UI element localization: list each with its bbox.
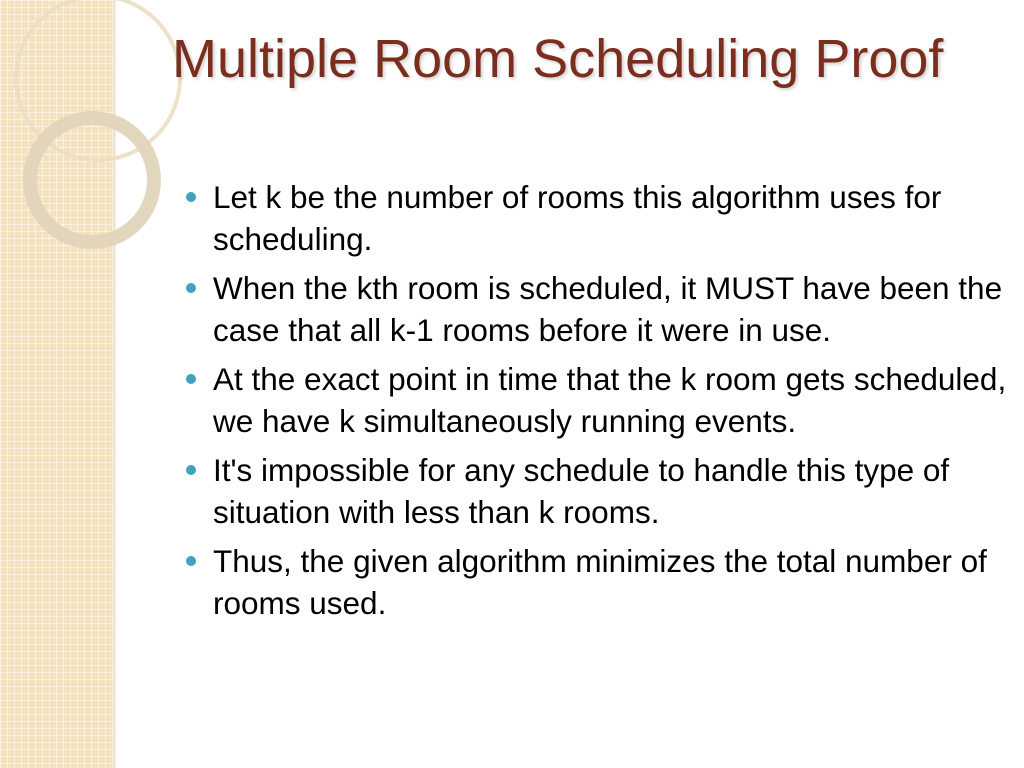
- bullet-dot-icon: [186, 283, 196, 293]
- bullet-item: [186, 358, 1016, 442]
- bullet-text: Let k be the number of rooms this algorithm uses for scheduling.: [213, 179, 942, 257]
- bullet-dot-icon: [186, 374, 196, 384]
- bullet-item: [186, 540, 1016, 624]
- bullet-item: [186, 176, 1016, 260]
- decorative-rings: [0, 0, 180, 260]
- slide-title: Multiple Room Scheduling Proof: [172, 29, 944, 89]
- bullet-text: Thus, the given algorithm minimizes the total number of rooms used.: [213, 543, 987, 621]
- bullet-dot-icon: [186, 192, 196, 202]
- bullet-item: [186, 449, 1016, 533]
- bullet-item: [186, 267, 1016, 351]
- bullet-dot-icon: [186, 465, 196, 475]
- bullet-dot-icon: [186, 556, 196, 566]
- bullet-list: [186, 176, 1016, 631]
- bullet-text: At the exact point in time that the k room gets scheduled, we have k simultaneously running events.: [213, 361, 1007, 439]
- bullet-text: When the kth room is scheduled, it MUST have been the case that all k-1 rooms before it were in use.: [213, 270, 1003, 348]
- bullet-text: It's impossible for any schedule to handle this type of situation with less than k rooms.: [213, 452, 950, 530]
- decorative-ring-small: [30, 118, 154, 242]
